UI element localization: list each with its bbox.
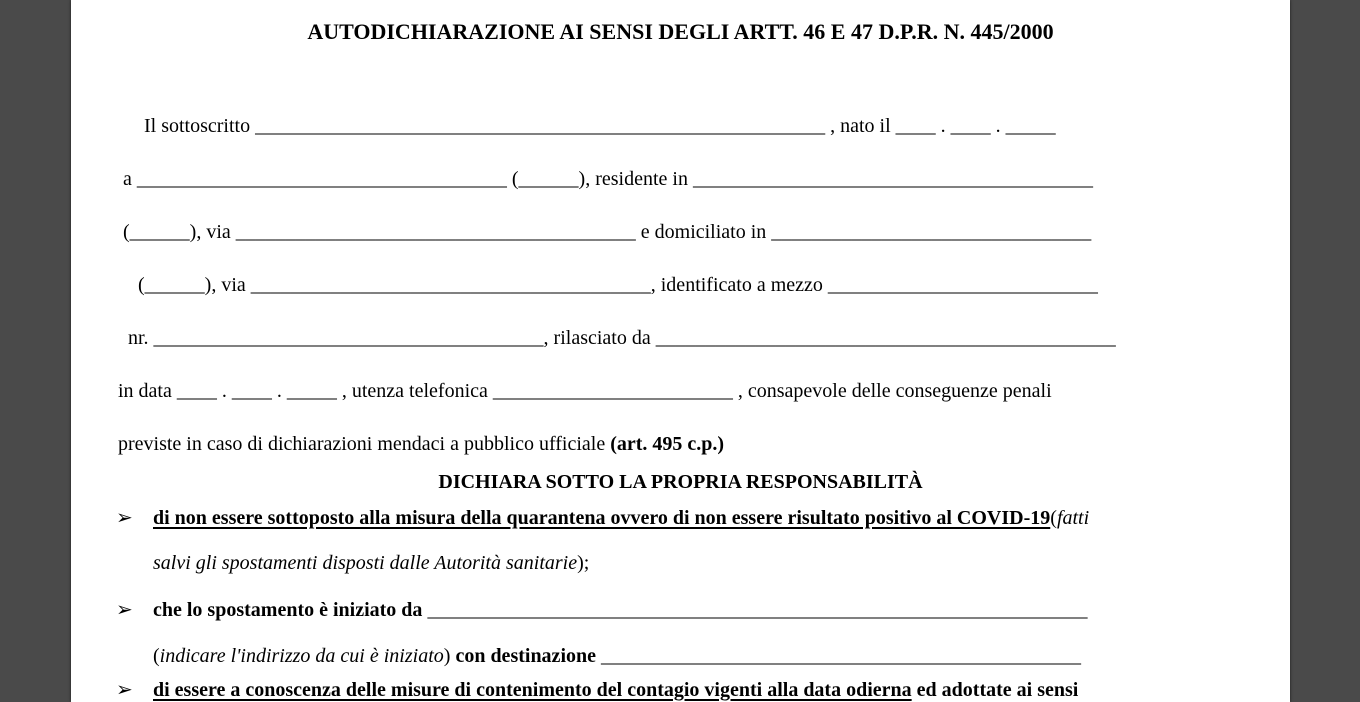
form-line-domiciliato: (______), via ________________________________________ e domiciliato in ________________________________ [123, 221, 1092, 243]
arrow-bullet-icon: ➢ [116, 599, 133, 621]
declares-heading: DICHIARA SOTTO LA PROPRIA RESPONSABILITÀ [438, 471, 923, 493]
form-line-residente: a _____________________________________ (______), residente in ________________________________________ [123, 168, 1093, 190]
spostamento-statement: che lo spostamento è iniziato da [153, 599, 423, 621]
misure-statement-rest: ed adottate ai sensi [911, 679, 1079, 701]
document-page: AUTODICHIARAZIONE AI SENSI DEGLI ARTT. 46 E 47 D.P.R. N. 445/2000 Il sottoscritto _________________________________________________________ , nato il ____ . ____ . _____ a _____________________________________ (______), residente in ________________________________________ (______), via ________________________________________ e domiciliato in ________________________________ (______), via ________________________________________, identificato a mezzo ___________________________ nr. _______________________________________, rilasciato da ______________________________________________ in data ____ . ____ . _____ , utenza telefonica ________________________ , consapevole delle conseguenze penali previste in caso di dichiarazioni mendaci a pubblico ufficiale (art. 495 c.p.) DICHIARA SOTTO LA PROPRIA RESPONSABILITÀ ➢ di non essere sottoposto alla misura della quarantena ovvero di non essere risultato positivo al COVID-19(fatti salvi gli spostamenti disposti dalle Autorità sanitarie); ➢ che lo spostamento è iniziato da __________________________________________________________________ (indicare l'indirizzo da cui è iniziato) con destinazione ________________________________________________ ➢ di essere a conoscenza delle misure di contenimento del contagio vigenti alla data odierna ed adottate ai sensi [71, 0, 1290, 702]
quarantena-note-a: fatti [1056, 507, 1090, 529]
quarantena-note-b: salvi gli spostamenti disposti dalle Autorità sanitarie [153, 552, 578, 574]
dichiarazioni-text: previste in caso di dichiarazioni mendaci a pubblico ufficiale [118, 433, 611, 455]
form-line-sottoscritto: Il sottoscritto _________________________________________________________ , nato il ____ . ____ . _____ [144, 115, 1056, 137]
art-495-ref: (art. 495 c.p.) [610, 433, 725, 455]
form-line-dichiarazioni [118, 432, 1290, 456]
misure-statement: di essere a conoscenza delle misure di contenimento del contagio vigenti alla data odierna [153, 679, 912, 701]
quarantena-statement: di non essere sottoposto alla misura della quarantena ovvero di non essere risultato positivo al COVID-19 [153, 507, 1051, 529]
form-line-rilasciato: nr. _______________________________________, rilasciato da ______________________________________________ [128, 327, 1116, 349]
destinazione-blank: ________________________________________________ [596, 645, 1081, 667]
arrow-bullet-icon: ➢ [116, 507, 133, 529]
destinazione-label: con destinazione [455, 645, 596, 667]
form-line-data-telefono: in data ____ . ____ . _____ , utenza telefonica ________________________ , consapevole delle conseguenze penali [118, 380, 1052, 402]
document-title: AUTODICHIARAZIONE AI SENSI DEGLI ARTT. 46 E 47 D.P.R. N. 445/2000 [307, 19, 1054, 44]
indirizzo-note: indicare l'indirizzo da cui è iniziato [159, 645, 444, 667]
form-line-identificato: (______), via ________________________________________, identificato a mezzo ___________________________ [138, 274, 1098, 296]
spostamento-blank: __________________________________________________________________ [422, 599, 1088, 621]
arrow-bullet-icon: ➢ [116, 679, 133, 701]
